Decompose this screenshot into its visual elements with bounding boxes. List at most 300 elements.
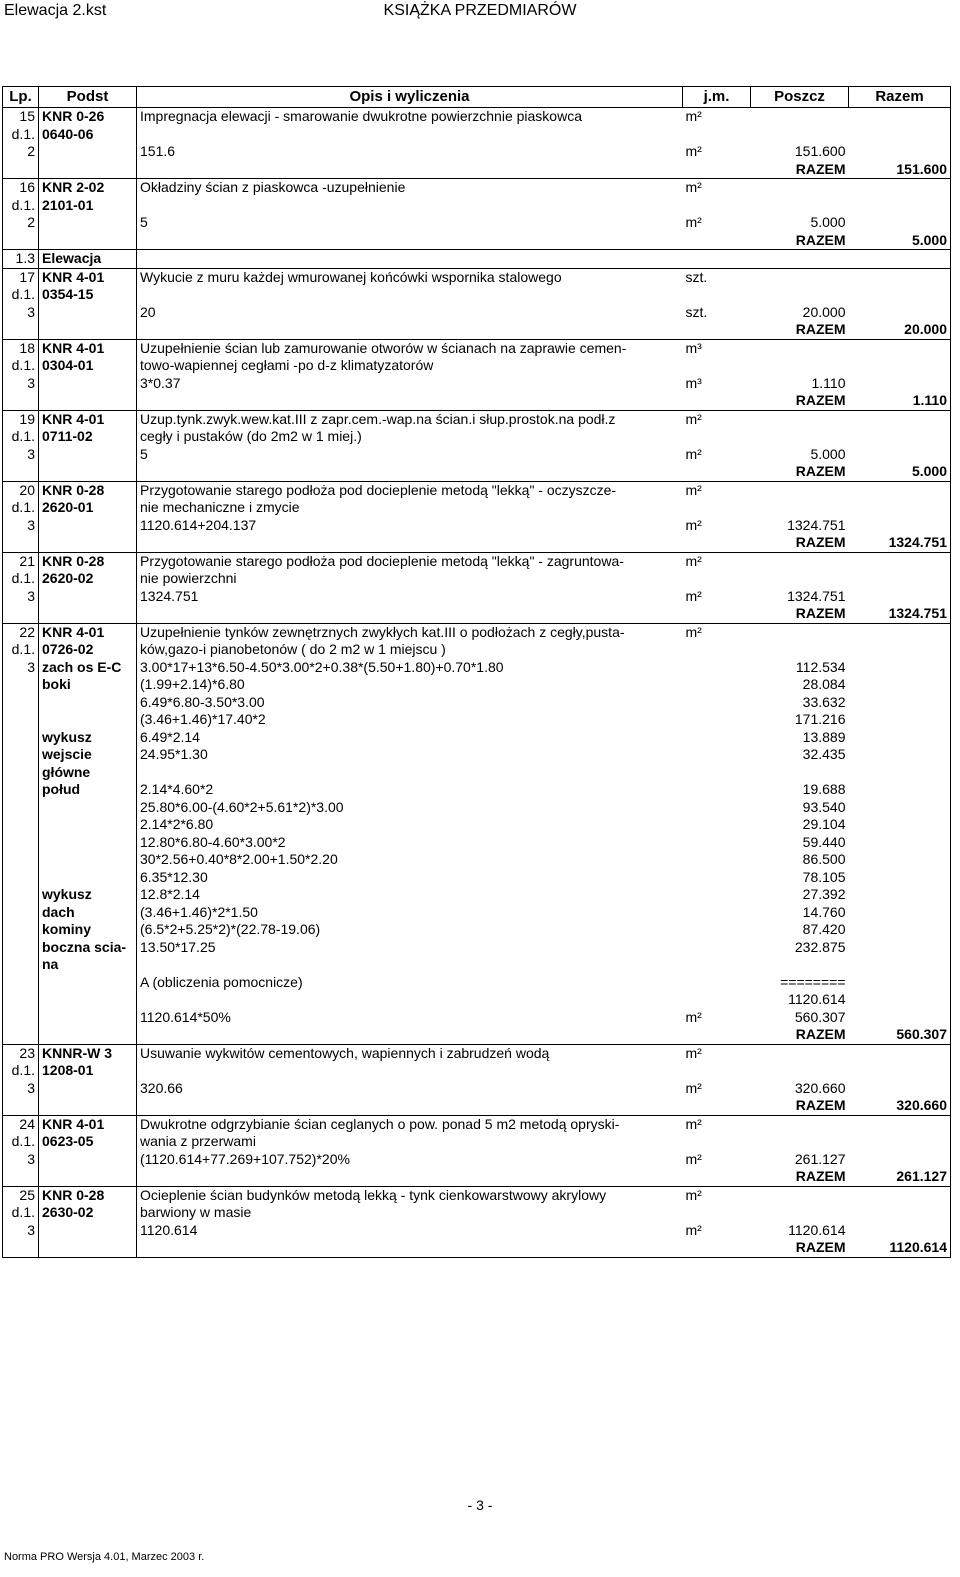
razem-label: RAZEM [751, 534, 849, 552]
col-razem: Razem [849, 87, 951, 108]
empty-cell [751, 197, 849, 215]
empty-cell [137, 250, 683, 269]
item-podstawa: KNR 0-28 [39, 1186, 137, 1204]
calc-expression: 320.66 [137, 1080, 683, 1098]
table-row [3, 694, 951, 712]
table-row [3, 1168, 951, 1186]
table-row [3, 570, 951, 588]
estimate-table [2, 86, 951, 1258]
item-unit [683, 641, 751, 659]
item-lp: 18 [3, 339, 39, 357]
calc-unit: m² [685, 143, 702, 159]
empty-cell [849, 250, 951, 269]
item-podstawa [39, 1026, 137, 1044]
item-lp: 15 [3, 108, 39, 126]
col-podst: Podst [39, 87, 137, 108]
item-unit [683, 570, 751, 588]
item-lp [3, 711, 39, 729]
item-lp [3, 534, 39, 552]
calc-value: 1324.751 [787, 516, 846, 533]
calc-value: 5.000 [810, 445, 846, 462]
table-row [3, 1097, 951, 1115]
empty-cell [751, 481, 849, 499]
empty-cell [751, 339, 849, 357]
empty-cell [751, 1044, 849, 1062]
item-description: Dwukrotne odgrzybianie ścian ceglanych o pow. ponad 5 m2 metodą opryski- [137, 1115, 683, 1133]
calc-expression: 6.49*6.80-3.50*3.00 [137, 694, 683, 712]
item-podstawa: zach os E-C [39, 659, 137, 677]
empty-cell [683, 197, 751, 215]
empty-cell [683, 463, 751, 481]
empty-cell [849, 214, 951, 232]
item-description: Uzupełnienie tynków zewnętrznych zwykłych kat.III o podłożach z cegły,pusta- [137, 623, 683, 641]
item-podstawa: boki [39, 676, 137, 694]
empty-cell [849, 428, 951, 446]
table-row [3, 746, 951, 764]
calc-expression: 13.50*17.25 [137, 939, 683, 957]
calc-value: 5.000 [810, 214, 846, 230]
item-lp [3, 851, 39, 869]
item-lp: d.1. [3, 428, 39, 446]
calc-unit [683, 659, 751, 677]
item-podstawa [39, 463, 137, 481]
calc-expression: 3.00*17+13*6.50-4.50*3.00*2+0.38*(5.50+1.80)+0.70*1.80 [137, 659, 683, 677]
item-unit: m² [685, 481, 702, 498]
table-row [3, 499, 951, 517]
item-lp: 22 [3, 623, 39, 641]
item-podstawa [39, 1151, 137, 1169]
item-podstawa [39, 232, 137, 250]
calc-expression: 1120.614*50% [137, 1009, 683, 1027]
empty-cell [849, 1151, 951, 1169]
empty-cell [751, 1133, 849, 1151]
item-podstawa [39, 816, 137, 834]
table-row [3, 392, 951, 410]
item-lp: 20 [3, 481, 39, 499]
table-row [3, 1204, 951, 1222]
empty-cell [751, 428, 849, 446]
empty-cell [849, 1044, 951, 1062]
table-row [3, 339, 951, 357]
calc-expression: 5 [137, 214, 683, 232]
razem-value: 1120.614 [849, 1239, 951, 1257]
item-podstawa: KNNR-W 3 [39, 1044, 137, 1062]
empty-cell [849, 517, 951, 535]
empty-cell [683, 1168, 751, 1186]
calc-value: 171.216 [794, 711, 846, 727]
razem-value: 1324.751 [849, 605, 951, 623]
table-row [3, 179, 951, 197]
item-podstawa: KNR 0-28 [39, 552, 137, 570]
item-lp [3, 904, 39, 922]
empty-cell [849, 588, 951, 606]
table-row [3, 428, 951, 446]
table-row [3, 1186, 951, 1204]
item-podstawa: 0304-01 [39, 357, 137, 375]
empty-cell [849, 694, 951, 712]
empty-cell [849, 659, 951, 677]
item-unit [683, 499, 751, 517]
table-row [3, 588, 951, 606]
empty-cell [683, 605, 751, 623]
item-lp: 3 [3, 1151, 39, 1169]
col-opis: Opis i wyliczenia [137, 87, 683, 108]
item-podstawa [39, 605, 137, 623]
document-filename: Elewacja 2.kst [4, 2, 107, 19]
item-unit [683, 428, 751, 446]
item-lp [3, 392, 39, 410]
calc-unit: m² [685, 1221, 702, 1238]
calc-expression: 2.14*4.60*2 [137, 781, 683, 799]
item-description: nie mechaniczne i zmycie [137, 499, 683, 517]
section-lp: 1.3 [3, 250, 39, 269]
item-podstawa [39, 1009, 137, 1027]
item-podstawa: KNR 2-02 [39, 179, 137, 197]
empty-cell [849, 357, 951, 375]
calc-unit [683, 974, 751, 992]
calc-value: 20.000 [802, 303, 846, 320]
item-unit: m³ [685, 339, 702, 356]
empty-cell [751, 126, 849, 144]
item-podstawa: KNR 4-01 [39, 339, 137, 357]
table-row [3, 886, 951, 904]
item-podstawa: 2101-01 [39, 197, 137, 215]
item-lp [3, 605, 39, 623]
item-podstawa: 0623-05 [39, 1133, 137, 1151]
empty-cell [751, 268, 849, 286]
item-podstawa [39, 321, 137, 339]
empty-cell [137, 1239, 683, 1257]
empty-cell [137, 126, 683, 144]
item-podstawa: wejscie [39, 746, 137, 764]
empty-cell [751, 641, 849, 659]
empty-cell [751, 570, 849, 588]
razem-label: RAZEM [751, 463, 849, 481]
item-podstawa [39, 392, 137, 410]
table-row [3, 143, 951, 161]
calc-expression: 1120.614 [137, 1222, 683, 1240]
empty-cell [751, 1115, 849, 1133]
empty-cell [751, 286, 849, 304]
empty-cell [849, 339, 951, 357]
empty-cell [849, 956, 951, 974]
calc-expression: 12.8*2.14 [137, 886, 683, 904]
calc-expression: 5 [137, 446, 683, 464]
table-row [3, 921, 951, 939]
item-podstawa: 2620-01 [39, 499, 137, 517]
empty-cell [849, 816, 951, 834]
calc-value: 28.084 [802, 676, 846, 692]
item-podstawa: 1208-01 [39, 1062, 137, 1080]
table-row [3, 1115, 951, 1133]
calc-value: 14.760 [802, 903, 846, 920]
table-row [3, 463, 951, 481]
calc-expression: 12.80*6.80-4.60*3.00*2 [137, 834, 683, 852]
table-row [3, 851, 951, 869]
table-row [3, 232, 951, 250]
item-podstawa [39, 588, 137, 606]
calc-unit [683, 956, 751, 974]
calc-value: 151.600 [794, 143, 846, 159]
item-lp: d.1. [3, 499, 39, 517]
razem-label: RAZEM [751, 1097, 849, 1115]
item-unit [683, 1204, 751, 1222]
item-podstawa [39, 799, 137, 817]
empty-cell [849, 1115, 951, 1133]
empty-cell [137, 321, 683, 339]
item-podstawa: 0711-02 [39, 428, 137, 446]
item-lp [3, 781, 39, 799]
item-unit: m² [685, 552, 702, 569]
calc-unit [683, 764, 751, 782]
item-lp: d.1. [3, 357, 39, 375]
razem-value: 5.000 [849, 463, 951, 481]
item-description: cegły i pustaków (do 2m2 w 1 miej.) [137, 428, 683, 446]
table-row [3, 250, 951, 269]
calc-value: 93.540 [802, 798, 846, 815]
calc-value: 320.660 [794, 1079, 846, 1096]
item-lp: 3 [3, 446, 39, 464]
item-podstawa: KNR 4-01 [39, 410, 137, 428]
table-row [3, 481, 951, 499]
table-row [3, 446, 951, 464]
item-podstawa: KNR 4-01 [39, 1115, 137, 1133]
item-lp: d.1. [3, 570, 39, 588]
empty-cell [849, 570, 951, 588]
empty-cell [849, 746, 951, 764]
calc-expression: 1324.751 [137, 588, 683, 606]
table-row [3, 357, 951, 375]
item-lp: d.1. [3, 641, 39, 659]
table-row [3, 711, 951, 729]
calc-expression: (6.5*2+5.25*2)*(22.78-19.06) [137, 921, 683, 939]
table-header-row [3, 87, 951, 108]
empty-cell [849, 108, 951, 126]
item-podstawa [39, 711, 137, 729]
table-row [3, 605, 951, 623]
razem-value: 20.000 [849, 321, 951, 339]
empty-cell [137, 1062, 683, 1080]
calc-unit [683, 851, 751, 869]
calc-unit: m² [685, 1150, 702, 1167]
item-lp [3, 939, 39, 957]
item-lp [3, 694, 39, 712]
calc-unit [683, 991, 751, 1009]
item-description: Impregnacja elewacji - smarowanie dwukrotne powierzchnie piaskowca [137, 108, 683, 126]
calc-expression: 151.6 [137, 143, 683, 161]
table-row [3, 991, 951, 1009]
empty-cell [137, 463, 683, 481]
empty-cell [849, 1009, 951, 1027]
item-lp [3, 799, 39, 817]
section-name: Elewacja [39, 250, 137, 269]
item-lp [3, 161, 39, 179]
item-lp [3, 956, 39, 974]
item-lp [3, 1168, 39, 1186]
calc-expression [137, 764, 683, 782]
empty-cell [849, 143, 951, 161]
empty-cell [751, 108, 849, 126]
item-podstawa [39, 694, 137, 712]
calc-unit [683, 939, 751, 957]
calc-value: 32.435 [802, 746, 846, 762]
item-unit: m² [685, 179, 702, 195]
calc-expression [137, 991, 683, 1009]
razem-label: RAZEM [751, 1168, 849, 1186]
calc-unit [683, 886, 751, 904]
item-lp [3, 869, 39, 887]
item-podstawa [39, 143, 137, 161]
calc-unit [683, 799, 751, 817]
item-description: barwiony w masie [137, 1204, 683, 1222]
calc-expression: 6.49*2.14 [137, 729, 683, 747]
empty-cell [849, 974, 951, 992]
calc-expression: 6.35*12.30 [137, 869, 683, 887]
calc-unit [683, 834, 751, 852]
empty-cell [683, 392, 751, 410]
empty-cell [849, 623, 951, 641]
empty-cell [751, 410, 849, 428]
table-row [3, 1044, 951, 1062]
table-row [3, 161, 951, 179]
item-podstawa [39, 446, 137, 464]
item-lp [3, 1097, 39, 1115]
empty-cell [849, 991, 951, 1009]
table-row [3, 623, 951, 641]
razem-label: RAZEM [751, 1239, 849, 1257]
table-row [3, 659, 951, 677]
calc-unit [683, 729, 751, 747]
empty-cell [849, 921, 951, 939]
calc-expression: 20 [137, 304, 683, 322]
empty-cell [751, 357, 849, 375]
calc-value: 33.632 [802, 693, 846, 710]
calc-unit [683, 746, 751, 764]
item-lp [3, 974, 39, 992]
empty-cell [849, 904, 951, 922]
empty-cell [137, 197, 683, 215]
item-podstawa [39, 1097, 137, 1115]
table-row [3, 974, 951, 992]
empty-cell [137, 392, 683, 410]
empty-cell [849, 869, 951, 887]
item-podstawa: KNR 4-01 [39, 623, 137, 641]
razem-label: RAZEM [751, 232, 849, 250]
item-lp: d.1. [3, 126, 39, 144]
razem-value: 261.127 [849, 1168, 951, 1186]
col-lp: Lp. [3, 87, 39, 108]
calc-unit [683, 816, 751, 834]
empty-cell [849, 799, 951, 817]
table-row [3, 816, 951, 834]
table-row [3, 781, 951, 799]
empty-cell [683, 321, 751, 339]
calc-expression: (3.46+1.46)*17.40*2 [137, 711, 683, 729]
item-podstawa: 2620-02 [39, 570, 137, 588]
razem-value: 1324.751 [849, 534, 951, 552]
item-unit: m² [685, 108, 702, 124]
calc-unit: m² [685, 214, 702, 230]
col-poszcz: Poszcz [751, 87, 849, 108]
empty-cell [137, 534, 683, 552]
table-row [3, 108, 951, 126]
empty-cell [683, 1097, 751, 1115]
item-podstawa [39, 161, 137, 179]
empty-cell [137, 1168, 683, 1186]
item-description: ków,gazo-i pianobetonów ( do 2 m2 w 1 miejscu ) [137, 641, 683, 659]
item-lp [3, 764, 39, 782]
item-lp: 3 [3, 1080, 39, 1098]
calc-value: 27.392 [802, 886, 846, 902]
calc-value: 78.105 [802, 868, 846, 885]
item-podstawa [39, 834, 137, 852]
calc-value: 86.500 [802, 851, 846, 867]
calc-expression: (1.99+2.14)*6.80 [137, 676, 683, 694]
item-lp: 23 [3, 1044, 39, 1062]
empty-cell [751, 1186, 849, 1204]
table-row [3, 1062, 951, 1080]
razem-value: 151.600 [849, 161, 951, 179]
calc-expression [137, 956, 683, 974]
item-podstawa: główne [39, 764, 137, 782]
table-row [3, 641, 951, 659]
calc-unit: m³ [685, 374, 702, 391]
empty-cell [849, 1222, 951, 1240]
empty-cell [751, 623, 849, 641]
empty-cell [683, 232, 751, 250]
razem-value: 560.307 [849, 1026, 951, 1044]
table-row [3, 676, 951, 694]
table-row [3, 904, 951, 922]
empty-cell [849, 304, 951, 322]
calc-expression: 24.95*1.30 [137, 746, 683, 764]
item-unit [683, 1133, 751, 1151]
table-row [3, 1151, 951, 1169]
calc-expression: 25.80*6.00-(4.60*2+5.61*2)*3.00 [137, 799, 683, 817]
item-lp [3, 1239, 39, 1257]
empty-cell [849, 676, 951, 694]
item-podstawa [39, 851, 137, 869]
calc-unit: m² [685, 587, 702, 604]
item-description: nie powierzchni [137, 570, 683, 588]
item-lp [3, 729, 39, 747]
calc-expression: 2.14*2*6.80 [137, 816, 683, 834]
item-unit [683, 357, 751, 375]
item-lp: 21 [3, 552, 39, 570]
item-podstawa [39, 1222, 137, 1240]
empty-cell [683, 1026, 751, 1044]
empty-cell [849, 1186, 951, 1204]
calc-unit: szt. [685, 303, 708, 320]
item-unit: m² [685, 410, 702, 427]
table-row [3, 1222, 951, 1240]
item-lp [3, 321, 39, 339]
calc-value: 19.688 [802, 781, 846, 797]
item-podstawa: boczna scia- [39, 939, 137, 957]
col-jm: j.m. [683, 87, 751, 108]
item-lp [3, 463, 39, 481]
empty-cell [849, 197, 951, 215]
empty-cell [751, 250, 849, 269]
table-row [3, 534, 951, 552]
calc-unit [683, 781, 751, 799]
calc-value: 112.534 [795, 658, 846, 675]
item-podstawa [39, 1080, 137, 1098]
item-lp: 3 [3, 517, 39, 535]
calc-value: 1.110 [811, 374, 846, 391]
item-lp: 3 [3, 304, 39, 322]
table-row [3, 126, 951, 144]
